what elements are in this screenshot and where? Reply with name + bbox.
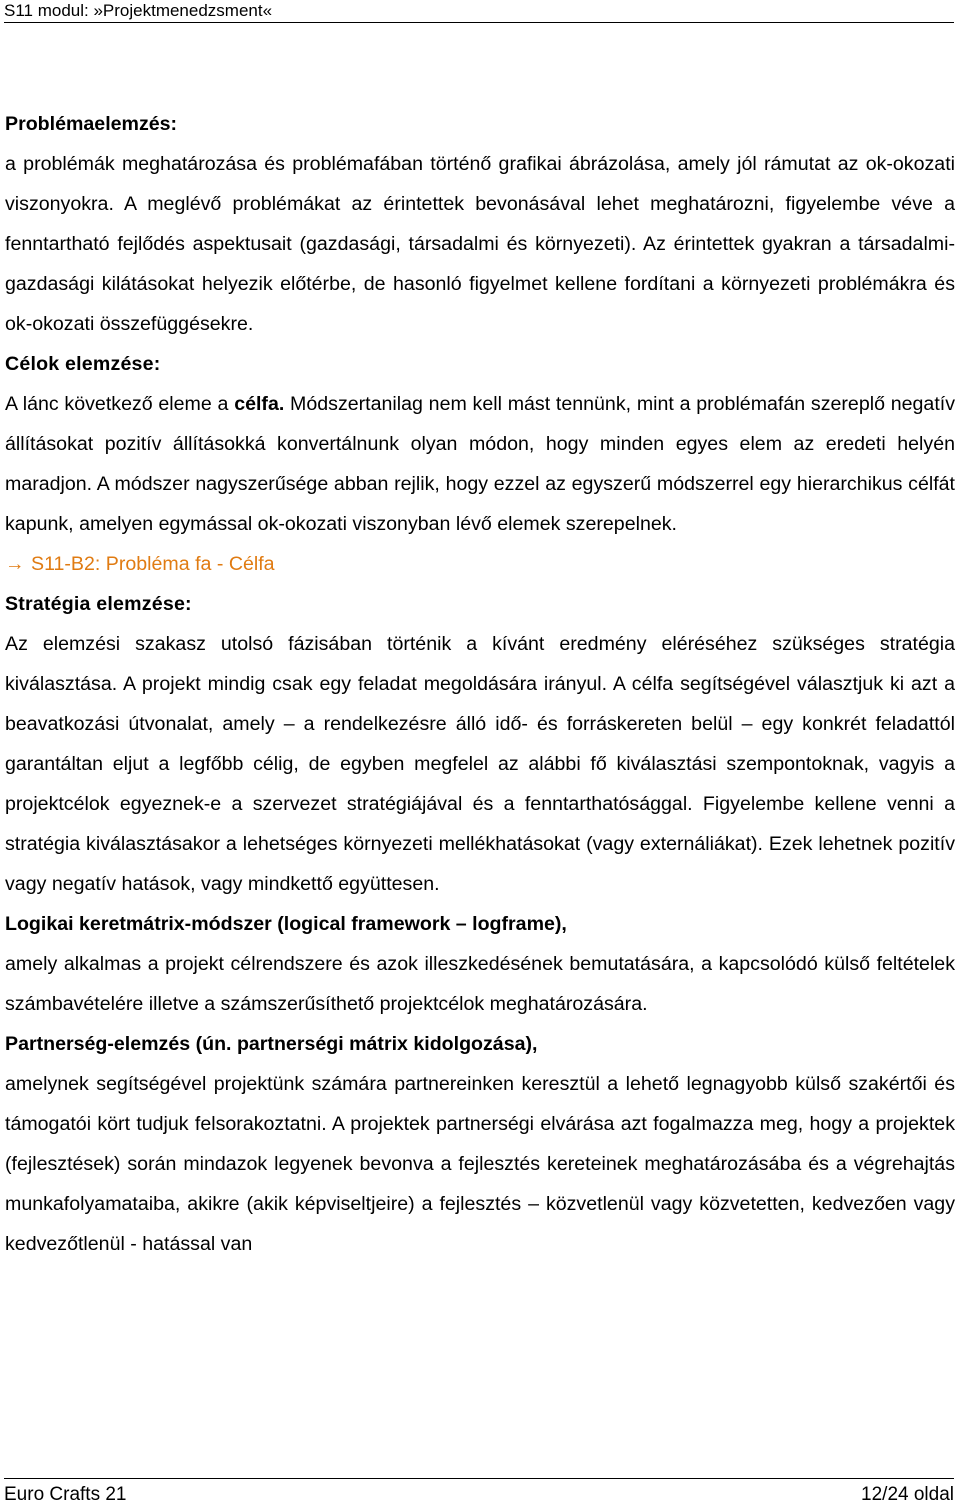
paragraph-strategy-analysis: Az elemzési szakasz utolsó fázisában történik a kívánt eredmény eléréséhez szükséges stratégia kiválasztása. A projekt mindig csak egy feladat megoldására irányul. A célfa segítségével választjuk ki azt a beavatkozási útvonalat, amely – a rendelkezésre álló idő- és forráskereten belül – egy konkrét feladattól garantáltan eljut a legfőbb célig, de egyben megfelel az alábbi fő kiválasztási szempontoknak, vagyis a projektcélok egyeznek-e a szervezet stratégiájával és a fenntarthatósággal. Figyelembe kellene venni a stratégia kiválasztásakor a lehetséges környezeti mellékhatásokat (vagy externáliákat). Ezek lehetnek pozitív vagy negatív hatások, vagy mindkettő együttesen. xyxy=(5,633,955,895)
heading-strategy-analysis: Stratégia elemzése: xyxy=(5,593,192,615)
goals-text-before: A lánc következő eleme a xyxy=(5,393,235,415)
reference-link[interactable] xyxy=(5,544,955,584)
section-problem-analysis xyxy=(5,104,955,344)
heading-logframe: Logikai keretmátrix-módszer (logical framework – logframe), xyxy=(5,913,567,935)
section-goals-analysis xyxy=(5,344,955,584)
heading-goals-analysis: Célok elemzése: xyxy=(5,353,161,375)
section-strategy-analysis xyxy=(5,584,955,904)
paragraph-partnership: amelynek segítségével projektünk számára partnereinken keresztül a lehető legnagyobb külső szakértői és támogatói kört tudjuk felsorakoztatni. A projektek partnerségi elvárása azt fogalmazza meg, hogy a projektek (fejlesztések) során mindazok legyenek bevonva a fejlesztés kereteinek meghatározásába és a végrehajtás munkafolyamataiba, akikre (akik képviseltjeire) a fejlesztés – közvetlenül vagy közvetetten, kedvezően vagy kedvezőtlenül - hatással van xyxy=(5,1073,955,1255)
section-logframe xyxy=(5,904,955,1024)
document-body xyxy=(5,104,955,1264)
arrow-right-icon: → xyxy=(5,553,25,575)
goals-bold-word: célfa. xyxy=(234,393,285,415)
header-title: S11 modul: »Projektmenedzsment« xyxy=(4,1,273,20)
goals-text-after: Módszertanilag nem kell mást tennünk, mint a problémafán szereplő negatív állításokat pozitív állításokká konvertálnunk olyan módon, hogy minden egyes elem az eredeti helyén maradjon. A módszer nagyszerűsége abban rejlik, hogy ezzel az egyszerű módszerrel egy hierarchikus célfát kapunk, amelyen egymással ok-okozati viszonyban lévő elemek szerepelnek. xyxy=(5,393,956,535)
page-footer xyxy=(4,1478,954,1503)
paragraph-goals-analysis xyxy=(5,384,955,544)
footer-publisher: Euro Crafts 21 xyxy=(4,1484,127,1505)
paragraph-logframe: amely alkalmas a projekt célrendszere és azok illeszkedésének bemutatására, a kapcsolódó külső feltételek számbavételére illetve a számszerűsíthető projektcélok meghatározására. xyxy=(5,953,955,1015)
section-partnership xyxy=(5,1024,955,1264)
page-header xyxy=(4,0,954,23)
heading-problem-analysis: Problémaelemzés: xyxy=(5,113,178,135)
heading-partnership: Partnerség-elemzés (ún. partnerségi mátrix kidolgozása), xyxy=(5,1033,538,1055)
footer-page-number: 12/24 oldal xyxy=(861,1484,954,1505)
paragraph-problem-analysis: a problémák meghatározása és problémafában történő grafikai ábrázolása, amely jól rámutat az ok-okozati viszonyokra. A meglévő problémákat az érintettek bevonásával lehet meghatározni, figyelembe véve a fenntartható fejlődés aspektusait (gazdasági, társadalmi és környezeti). Az érintettek gyakran a társadalmi-gazdasági kilátásokat helyezik előtérbe, de hasonló figyelmet kellene fordítani a környezeti problémákra és ok-okozati összefüggésekre. xyxy=(5,153,955,335)
reference-link-text[interactable]: S11-B2: Probléma fa - Célfa xyxy=(31,553,275,575)
